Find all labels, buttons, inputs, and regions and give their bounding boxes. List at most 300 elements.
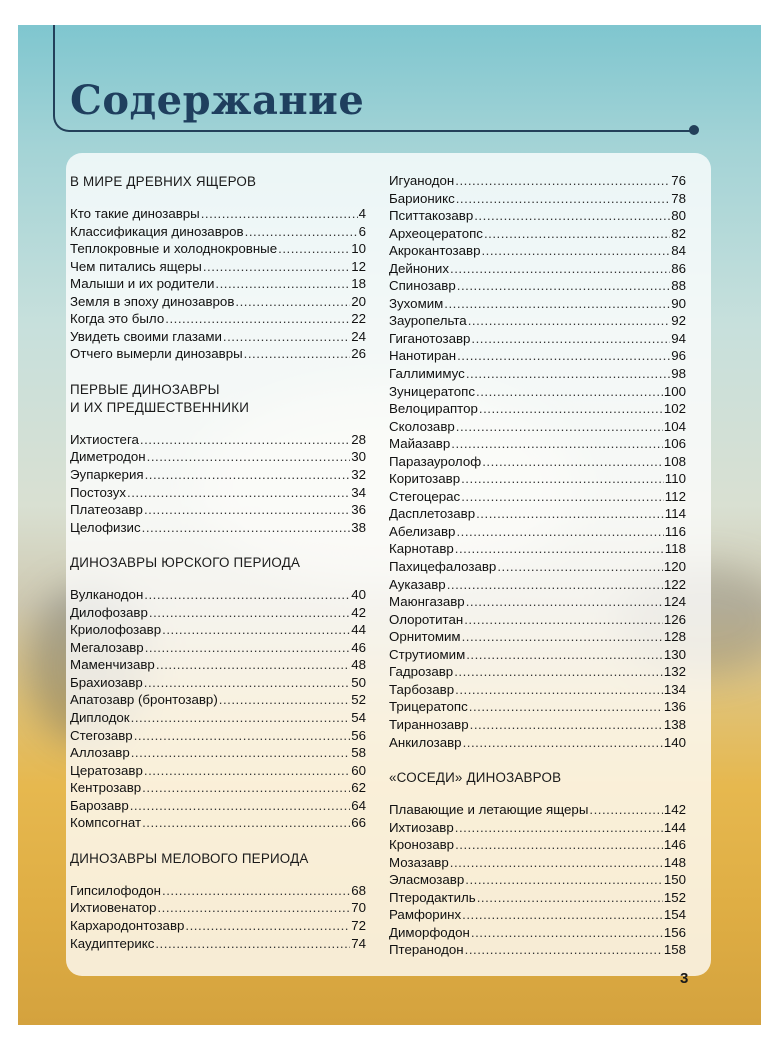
dot-leader bbox=[147, 449, 351, 464]
dot-leader bbox=[466, 594, 663, 609]
contents-entry[interactable] bbox=[70, 294, 366, 312]
contents-entry[interactable] bbox=[70, 241, 366, 259]
entry-title: Анкилозавр bbox=[389, 734, 462, 750]
contents-entry[interactable] bbox=[389, 489, 686, 507]
dot-leader bbox=[142, 815, 350, 830]
dot-leader bbox=[451, 436, 663, 451]
entry-page-number: 80 bbox=[671, 208, 686, 224]
entry-title: Коритозавр bbox=[389, 471, 461, 487]
entry-page-number: 28 bbox=[351, 431, 366, 447]
entry-page-number: 54 bbox=[351, 710, 366, 726]
entry-page-number: 132 bbox=[663, 664, 686, 680]
entry-page-number: 20 bbox=[351, 293, 366, 309]
contents-entry[interactable] bbox=[70, 432, 366, 450]
entry-title: Игуанодон bbox=[389, 173, 455, 188]
contents-entry[interactable] bbox=[389, 278, 686, 296]
dot-leader bbox=[201, 206, 358, 221]
entry-title: Плавающие и летающие ящеры bbox=[389, 802, 589, 818]
contents-entry[interactable] bbox=[389, 384, 686, 402]
entry-title: Эупаркерия bbox=[70, 467, 144, 483]
contents-entry[interactable] bbox=[389, 855, 686, 873]
entry-title: Маюнгазавр bbox=[389, 594, 465, 610]
contents-entry[interactable] bbox=[70, 622, 366, 640]
entry-page-number: 140 bbox=[663, 734, 686, 750]
entry-page-number: 104 bbox=[663, 418, 686, 434]
entry-title: Гипсилофодон bbox=[70, 882, 162, 898]
dot-leader bbox=[481, 243, 670, 258]
entry-title: Нанотиран bbox=[389, 348, 457, 364]
dot-leader bbox=[127, 485, 350, 500]
entry-title: Трицератопс bbox=[389, 699, 468, 715]
dot-leader bbox=[455, 541, 664, 556]
contents-entry[interactable] bbox=[389, 820, 686, 838]
entry-page-number: 98 bbox=[671, 366, 686, 382]
entry-page-number: 134 bbox=[663, 681, 686, 697]
entry-page-number: 130 bbox=[663, 646, 686, 662]
contents-section bbox=[70, 381, 366, 537]
entry-page-number: 122 bbox=[663, 576, 686, 592]
contents-section bbox=[70, 554, 366, 833]
contents-entry[interactable] bbox=[70, 657, 366, 675]
contents-entry[interactable] bbox=[389, 837, 686, 855]
contents-entry[interactable] bbox=[389, 419, 686, 437]
dot-leader bbox=[130, 798, 350, 813]
contents-entry[interactable] bbox=[70, 485, 366, 503]
entry-page-number: 44 bbox=[351, 622, 366, 638]
contents-entry[interactable] bbox=[389, 890, 686, 908]
dot-leader bbox=[466, 366, 670, 381]
entry-page-number: 110 bbox=[664, 471, 686, 487]
entry-page-number: 88 bbox=[671, 278, 686, 294]
entry-title: Зуницератопс bbox=[389, 383, 475, 399]
contents-entry[interactable] bbox=[389, 261, 686, 279]
entry-title: Каудиптерикс bbox=[70, 935, 155, 951]
entry-page-number: 118 bbox=[664, 541, 686, 557]
dot-leader bbox=[479, 401, 663, 416]
contents-entry[interactable] bbox=[70, 815, 366, 833]
entry-page-number: 152 bbox=[663, 889, 686, 905]
contents-entry[interactable] bbox=[389, 594, 686, 612]
contents-section bbox=[389, 769, 686, 960]
entry-page-number: 18 bbox=[351, 276, 366, 292]
contents-list bbox=[70, 883, 366, 953]
contents-entry[interactable] bbox=[389, 942, 686, 960]
contents-entry[interactable] bbox=[389, 331, 686, 349]
dot-leader bbox=[142, 780, 350, 795]
entry-title: Земля в эпоху динозавров bbox=[70, 293, 235, 309]
entry-title: Карнотавр bbox=[389, 541, 454, 557]
contents-entry[interactable] bbox=[70, 449, 366, 467]
contents-list bbox=[70, 206, 366, 364]
entry-title: Птеродактиль bbox=[389, 889, 476, 905]
contents-entry[interactable] bbox=[70, 798, 366, 816]
entry-page-number: 60 bbox=[351, 762, 366, 778]
entry-title: Эласмозавр bbox=[389, 872, 465, 888]
dot-leader bbox=[155, 936, 350, 951]
entry-page-number: 32 bbox=[351, 467, 366, 483]
entry-page-number: 90 bbox=[671, 295, 686, 311]
entry-title: Платеозавр bbox=[70, 502, 143, 518]
contents-column-right bbox=[389, 173, 686, 960]
dot-leader bbox=[462, 629, 663, 644]
entry-page-number: 94 bbox=[671, 330, 686, 346]
entry-title: Теплокровные и холоднокровные bbox=[70, 241, 278, 257]
entry-title: Ихтиозавр bbox=[389, 819, 454, 835]
dot-leader bbox=[185, 918, 350, 933]
entry-page-number: 106 bbox=[663, 436, 686, 452]
entry-page-number: 48 bbox=[351, 657, 366, 673]
contents-entry[interactable] bbox=[70, 224, 366, 242]
dot-leader bbox=[455, 173, 670, 188]
dot-leader bbox=[215, 276, 350, 291]
entry-title: Классификация динозавров bbox=[70, 223, 244, 239]
entry-page-number: 6 bbox=[358, 223, 366, 239]
dot-leader bbox=[471, 925, 663, 940]
entry-page-number: 96 bbox=[671, 348, 686, 364]
page-title: Содержание bbox=[70, 77, 365, 124]
dot-leader bbox=[278, 241, 350, 256]
dot-leader bbox=[455, 837, 663, 852]
entry-title: Апатозавр (бронтозавр) bbox=[70, 692, 218, 708]
dot-leader bbox=[497, 559, 662, 574]
contents-entry[interactable] bbox=[389, 436, 686, 454]
entry-page-number: 142 bbox=[663, 802, 686, 818]
entry-title: Постозух bbox=[70, 484, 127, 500]
entry-title: Галлимимус bbox=[389, 366, 465, 382]
contents-entry[interactable] bbox=[70, 780, 366, 798]
dot-leader bbox=[244, 346, 351, 361]
dot-leader bbox=[470, 717, 663, 732]
entry-title: Когда это было bbox=[70, 311, 165, 327]
entry-title: Пситтакозавр bbox=[389, 208, 474, 224]
entry-title: Мегалозавр bbox=[70, 639, 144, 655]
entry-page-number: 68 bbox=[351, 882, 366, 898]
contents-entry[interactable] bbox=[389, 454, 686, 472]
contents-entry[interactable] bbox=[389, 717, 686, 735]
entry-page-number: 108 bbox=[663, 453, 686, 469]
entry-title: Дейноних bbox=[389, 260, 449, 276]
contents-entry[interactable] bbox=[389, 208, 686, 226]
entry-page-number: 154 bbox=[663, 907, 686, 923]
contents-entry[interactable] bbox=[70, 329, 366, 347]
dot-leader bbox=[145, 467, 351, 482]
entry-title: Вулканодон bbox=[70, 587, 144, 603]
dot-leader bbox=[456, 191, 670, 206]
dot-leader bbox=[456, 419, 663, 434]
entry-page-number: 150 bbox=[663, 872, 686, 888]
contents-entry[interactable] bbox=[389, 243, 686, 261]
entry-page-number: 72 bbox=[351, 917, 366, 933]
section-heading: «СОСЕДИ» ДИНОЗАВРОВ bbox=[389, 770, 562, 786]
entry-title: Чем питались ящеры bbox=[70, 258, 202, 274]
entry-title: Рамфоринх bbox=[389, 907, 462, 923]
dot-leader bbox=[456, 524, 663, 539]
contents-list bbox=[389, 802, 686, 960]
dot-leader bbox=[450, 855, 663, 870]
dot-leader bbox=[471, 331, 670, 346]
entry-title: Гиганотозавр bbox=[389, 330, 471, 346]
contents-entry[interactable] bbox=[389, 506, 686, 524]
entry-title: Барозавр bbox=[70, 797, 129, 813]
entry-page-number: 114 bbox=[664, 506, 686, 522]
dot-leader bbox=[468, 313, 670, 328]
dot-leader bbox=[157, 900, 350, 915]
dot-leader bbox=[235, 294, 350, 309]
entry-title: Кронозавр bbox=[389, 837, 455, 853]
contents-entry[interactable] bbox=[389, 313, 686, 331]
entry-page-number: 126 bbox=[663, 611, 686, 627]
entry-title: Маменчизавр bbox=[70, 657, 155, 673]
contents-entry[interactable] bbox=[70, 728, 366, 746]
entry-title: Криолофозавр bbox=[70, 622, 162, 638]
entry-page-number: 12 bbox=[351, 258, 366, 274]
contents-section bbox=[70, 173, 366, 364]
dot-leader bbox=[219, 692, 350, 707]
contents-entry[interactable] bbox=[389, 682, 686, 700]
contents-entry[interactable] bbox=[389, 541, 686, 559]
entry-title: Кархародонтозавр bbox=[70, 917, 185, 933]
entry-page-number: 128 bbox=[663, 629, 686, 645]
entry-page-number: 76 bbox=[671, 173, 686, 188]
entry-title: Кентрозавр bbox=[70, 780, 142, 796]
dot-leader bbox=[144, 502, 350, 517]
contents-entry[interactable] bbox=[70, 206, 366, 224]
dot-leader bbox=[462, 907, 663, 922]
entry-page-number: 58 bbox=[351, 745, 366, 761]
entry-page-number: 74 bbox=[351, 935, 366, 951]
dot-leader bbox=[463, 735, 663, 750]
contents-column-left bbox=[70, 173, 366, 953]
entry-title: Брахиозавр bbox=[70, 674, 143, 690]
contents-entry[interactable] bbox=[389, 802, 686, 820]
entry-page-number: 70 bbox=[351, 900, 366, 916]
dot-leader bbox=[482, 454, 663, 469]
dot-leader bbox=[131, 745, 350, 760]
entry-title: Стегозавр bbox=[70, 727, 133, 743]
dot-leader bbox=[469, 699, 663, 714]
entry-title: Ауказавр bbox=[389, 576, 446, 592]
contents-entry[interactable] bbox=[389, 872, 686, 890]
dot-leader bbox=[474, 208, 670, 223]
contents-entry[interactable] bbox=[389, 699, 686, 717]
dot-leader bbox=[162, 883, 350, 898]
entry-title: Отчего вымерли динозавры bbox=[70, 346, 243, 362]
entry-page-number: 46 bbox=[351, 639, 366, 655]
contents-entry[interactable] bbox=[389, 925, 686, 943]
entry-title: Аллозавр bbox=[70, 745, 130, 761]
contents-entry[interactable] bbox=[389, 647, 686, 665]
contents-entry[interactable] bbox=[389, 366, 686, 384]
contents-list bbox=[70, 587, 366, 833]
section-heading: И ИХ ПРЕДШЕСТВЕННИКИ bbox=[70, 399, 250, 415]
book-page bbox=[18, 25, 761, 1025]
contents-entry[interactable] bbox=[70, 640, 366, 658]
entry-page-number: 136 bbox=[663, 699, 686, 715]
entry-page-number: 78 bbox=[671, 190, 686, 206]
entry-page-number: 36 bbox=[351, 502, 366, 518]
contents-entry[interactable] bbox=[389, 471, 686, 489]
contents-entry[interactable] bbox=[70, 259, 366, 277]
dot-leader bbox=[455, 820, 663, 835]
entry-title: Олоротитан bbox=[389, 611, 464, 627]
dot-leader bbox=[162, 622, 350, 637]
contents-entry[interactable] bbox=[70, 276, 366, 294]
section-heading: ДИНОЗАВРЫ ЮРСКОГО ПЕРИОДА bbox=[70, 555, 301, 571]
dot-leader bbox=[145, 640, 351, 655]
dot-leader bbox=[457, 348, 670, 363]
entry-title: Компсогнат bbox=[70, 815, 142, 831]
entry-title: Диметродон bbox=[70, 449, 146, 465]
contents-entry[interactable] bbox=[389, 173, 686, 191]
dot-leader bbox=[466, 647, 663, 662]
entry-page-number: 38 bbox=[351, 519, 366, 535]
entry-title: Паразауролоф bbox=[389, 453, 482, 469]
entry-page-number: 124 bbox=[663, 594, 686, 610]
dot-leader bbox=[203, 259, 350, 274]
entry-title: Диморфодон bbox=[389, 924, 470, 940]
entry-page-number: 30 bbox=[351, 449, 366, 465]
entry-title: Майазавр bbox=[389, 436, 451, 452]
entry-page-number: 120 bbox=[663, 559, 686, 575]
contents-entry[interactable] bbox=[70, 587, 366, 605]
entry-title: Велоцираптор bbox=[389, 401, 478, 417]
dot-leader bbox=[476, 506, 664, 521]
entry-page-number: 138 bbox=[663, 716, 686, 732]
entry-title: Струтиомим bbox=[389, 646, 466, 662]
entry-page-number: 116 bbox=[664, 523, 686, 539]
dot-leader bbox=[245, 224, 358, 239]
contents-entry[interactable] bbox=[389, 524, 686, 542]
entry-title: Ихтиостега bbox=[70, 431, 139, 447]
entry-title: Цератозавр bbox=[70, 762, 143, 778]
entry-page-number: 10 bbox=[351, 241, 366, 257]
dot-leader bbox=[465, 872, 663, 887]
contents-entry[interactable] bbox=[70, 467, 366, 485]
contents-entry[interactable] bbox=[389, 559, 686, 577]
entry-title: Акрокантозавр bbox=[389, 243, 481, 259]
entry-page-number: 158 bbox=[663, 942, 686, 958]
contents-entry[interactable] bbox=[389, 401, 686, 419]
entry-page-number: 84 bbox=[671, 243, 686, 259]
contents-entry[interactable] bbox=[70, 918, 366, 936]
entry-page-number: 26 bbox=[351, 346, 366, 362]
contents-entry[interactable] bbox=[389, 612, 686, 630]
dot-leader bbox=[223, 329, 350, 344]
dot-leader bbox=[464, 612, 663, 627]
entry-title: Тираннозавр bbox=[389, 716, 469, 732]
dot-leader bbox=[589, 802, 662, 817]
entry-title: Мозазавр bbox=[389, 854, 449, 870]
contents-entry[interactable] bbox=[70, 763, 366, 781]
entry-title: Абелизавр bbox=[389, 523, 456, 539]
entry-title: Дилофозавр bbox=[70, 604, 148, 620]
entry-title: Птеранодон bbox=[389, 942, 464, 958]
contents-entry[interactable] bbox=[70, 692, 366, 710]
dot-leader bbox=[131, 710, 351, 725]
entry-page-number: 50 bbox=[351, 674, 366, 690]
dot-leader bbox=[144, 763, 350, 778]
entry-title: Диплодок bbox=[70, 710, 130, 726]
dot-leader bbox=[454, 664, 663, 679]
dot-leader bbox=[477, 890, 663, 905]
dot-leader bbox=[450, 261, 670, 276]
dot-leader bbox=[144, 675, 350, 690]
dot-leader bbox=[134, 728, 351, 743]
contents-entry[interactable] bbox=[70, 311, 366, 329]
dot-leader bbox=[149, 605, 350, 620]
contents-entry[interactable] bbox=[70, 900, 366, 918]
entry-title: Целофизис bbox=[70, 519, 141, 535]
contents-entry[interactable] bbox=[389, 577, 686, 595]
entry-title: Тарбозавр bbox=[389, 681, 455, 697]
entry-page-number: 40 bbox=[351, 587, 366, 603]
dot-leader bbox=[165, 311, 350, 326]
contents-section bbox=[389, 173, 686, 752]
entry-title: Дасплетозавр bbox=[389, 506, 476, 522]
entry-page-number: 64 bbox=[351, 797, 366, 813]
entry-page-number: 148 bbox=[663, 854, 686, 870]
contents-list bbox=[70, 432, 366, 537]
entry-page-number: 62 bbox=[351, 780, 366, 796]
entry-title: Ихтиовенатор bbox=[70, 900, 157, 916]
contents-entry[interactable] bbox=[70, 346, 366, 364]
contents-entry[interactable] bbox=[389, 735, 686, 753]
entry-title: Гадрозавр bbox=[389, 664, 454, 680]
section-heading: ДИНОЗАВРЫ МЕЛОВОГО ПЕРИОДА bbox=[70, 850, 309, 866]
contents-entry[interactable] bbox=[389, 348, 686, 366]
entry-title: Спинозавр bbox=[389, 278, 456, 294]
entry-page-number: 34 bbox=[351, 484, 366, 500]
page-number: 3 bbox=[680, 970, 689, 987]
contents-entry[interactable] bbox=[70, 502, 366, 520]
entry-page-number: 146 bbox=[663, 837, 686, 853]
entry-title: Орнитомим bbox=[389, 629, 461, 645]
contents-entry[interactable] bbox=[70, 745, 366, 763]
entry-title: Зауропельта bbox=[389, 313, 467, 329]
entry-page-number: 100 bbox=[663, 383, 686, 399]
dot-leader bbox=[444, 296, 670, 311]
entry-title: Увидеть своими глазами bbox=[70, 328, 222, 344]
contents-entry[interactable] bbox=[389, 296, 686, 314]
entry-page-number: 66 bbox=[351, 815, 366, 831]
entry-title: Барионикс bbox=[389, 190, 455, 206]
dot-leader bbox=[457, 278, 670, 293]
contents-entry[interactable] bbox=[389, 907, 686, 925]
contents-entry[interactable] bbox=[70, 936, 366, 954]
contents-entry[interactable] bbox=[389, 226, 686, 244]
section-heading: В МИРЕ ДРЕВНИХ ЯЩЕРОВ bbox=[70, 174, 257, 189]
entry-title: Зухомим bbox=[389, 295, 444, 311]
entry-title: Сколозавр bbox=[389, 418, 455, 434]
dot-leader bbox=[461, 471, 664, 486]
dot-leader bbox=[447, 577, 663, 592]
contents-entry[interactable] bbox=[389, 629, 686, 647]
contents-entry[interactable] bbox=[70, 883, 366, 901]
dot-leader bbox=[156, 657, 350, 672]
dot-leader bbox=[144, 587, 350, 602]
entry-page-number: 22 bbox=[351, 311, 366, 327]
entry-page-number: 56 bbox=[351, 727, 366, 743]
contents-entry[interactable] bbox=[70, 710, 366, 728]
entry-title: Стегоцерас bbox=[389, 488, 461, 504]
contents-entry[interactable] bbox=[70, 605, 366, 623]
contents-entry[interactable] bbox=[389, 191, 686, 209]
contents-entry[interactable] bbox=[70, 520, 366, 538]
contents-entry[interactable] bbox=[389, 664, 686, 682]
entry-page-number: 82 bbox=[671, 225, 686, 241]
entry-page-number: 24 bbox=[351, 328, 366, 344]
contents-entry[interactable] bbox=[70, 675, 366, 693]
